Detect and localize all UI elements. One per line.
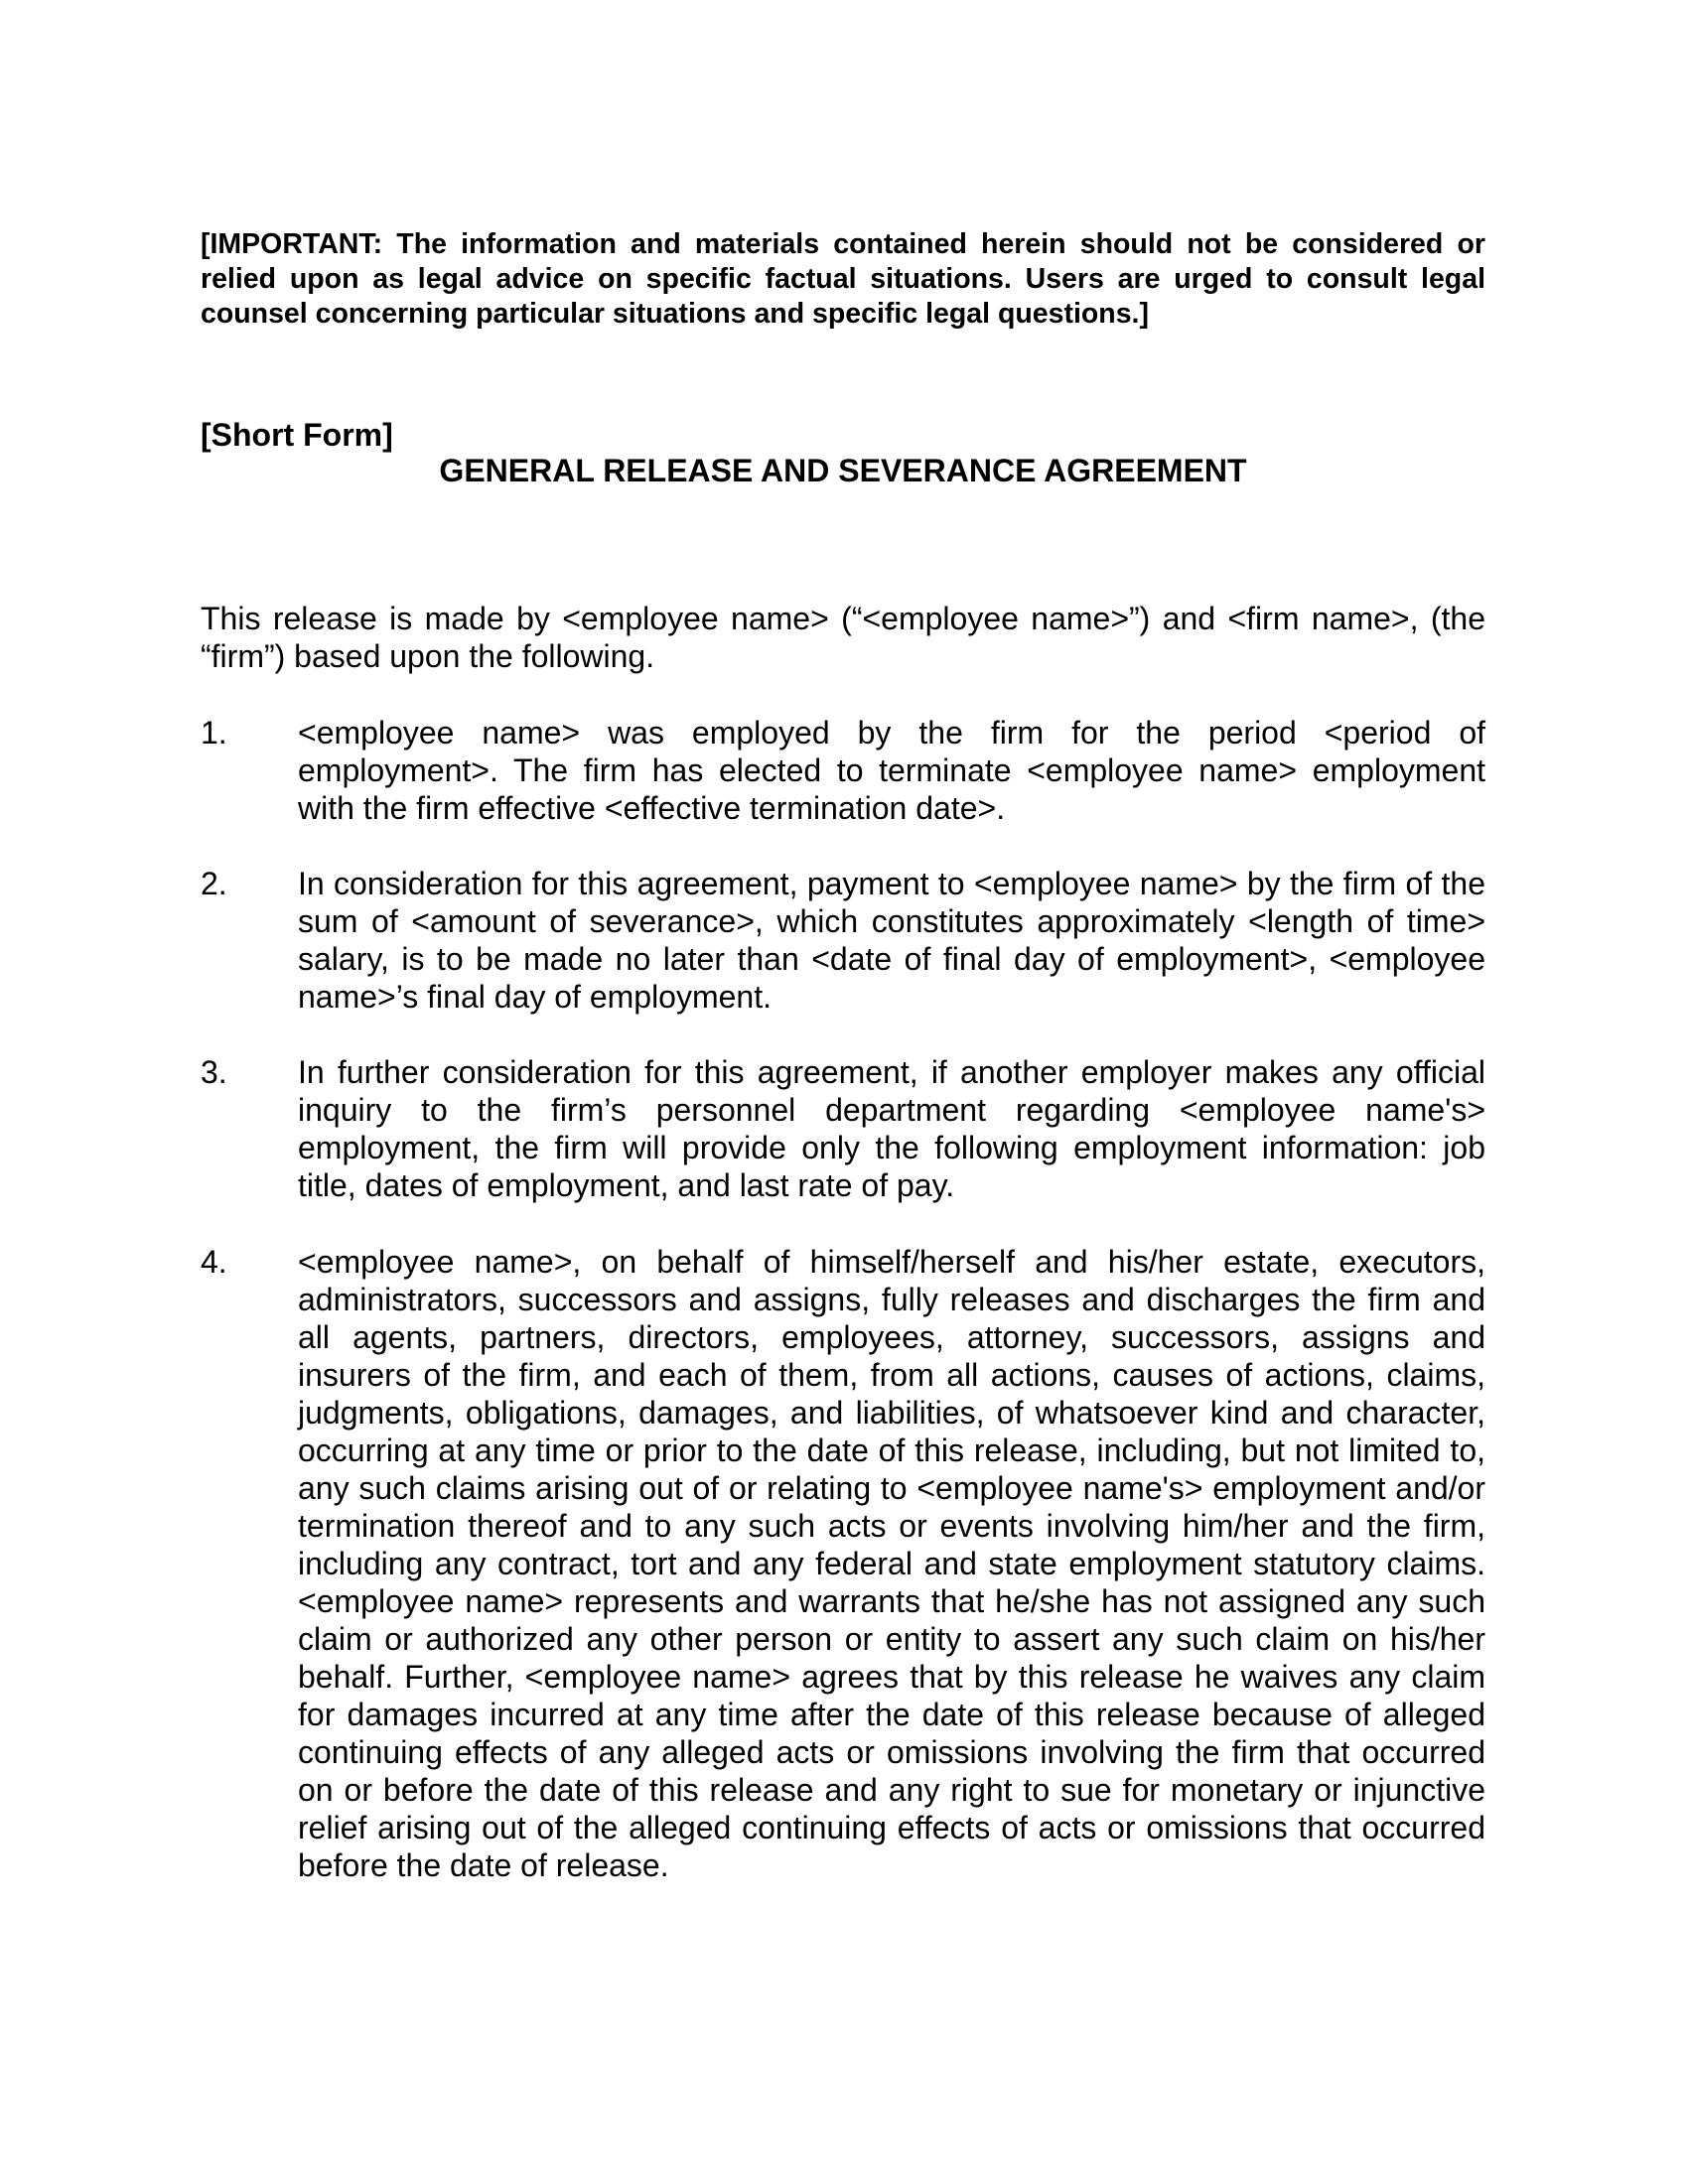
- clause-number: 1.: [201, 715, 227, 751]
- clause-number: 2.: [201, 866, 227, 901]
- intro-paragraph: This release is made by <employee name> (“<employee name>”) and <firm name>, (the “firm”) based upon the following.: [201, 601, 1485, 674]
- clause-1: [201, 714, 1485, 827]
- form-label: [Short Form]: [201, 417, 393, 453]
- clause-number: 3.: [201, 1054, 227, 1090]
- clause-3: [201, 1053, 1485, 1204]
- clause-2: [201, 865, 1485, 1016]
- clause-text: <employee name> was employed by the firm for the period <period of employment>. The firm has elected to terminate <employee name> employment with the firm effective <effective termination date>.: [298, 715, 1485, 826]
- clause-text: <employee name>, on behalf of himself/herself and his/her estate, executors, administrators, successors and assigns, fully releases and discharges the firm and all agents, partners, directors, employees, attorney, successors, assigns and insurers of the firm, and each of them, from all actions, causes of actions, claims, judgments, obligations, damages, and liabilities, of whatsoever kind and character, occurring at any time or prior to the date of this release, including, but not limited to, any such claims arising out of or relating to <employee name's> employment and/or termination thereof and to any such acts or events involving him/her and the firm, including any contract, tort and any federal and state employment statutory claims. <employee name> represents and warrants that he/she has not assigned any such claim or authorized any other person or entity to assert any such claim on his/her behalf. Further, <employee name> agrees that by this release he waives any claim for damages incurred at any time after the date of this release because of alleged continuing effects of any alleged acts or omissions involving the firm that occurred on or before the date of this release and any right to sue for monetary or injunctive relief arising out of the alleged continuing effects of acts or omissions that occurred before the date of release.: [298, 1244, 1485, 1883]
- clause-text: In further consideration for this agreement, if another employer makes any official inquiry to the firm’s personnel department regarding <employee name's> employment, the firm will provide only the following employment information: job title, dates of employment, and last rate of pay.: [298, 1054, 1485, 1203]
- clause-text: In consideration for this agreement, payment to <employee name> by the firm of the sum of <amount of severance>, which constitutes approximately <length of time> salary, is to be made no later than <date of final day of employment>, <employee name>’s final day of employment.: [298, 866, 1485, 1015]
- clause-number: 4.: [201, 1244, 227, 1280]
- document-title: GENERAL RELEASE AND SEVERANCE AGREEMENT: [439, 453, 1247, 488]
- clause-4: [201, 1243, 1485, 1884]
- legal-disclaimer: [IMPORTANT: The information and materials contained herein should not be considered or relied upon as legal advice on specific factual situations. Users are urged to consult legal counsel concerning particular situations and specific legal questions.]: [201, 228, 1485, 330]
